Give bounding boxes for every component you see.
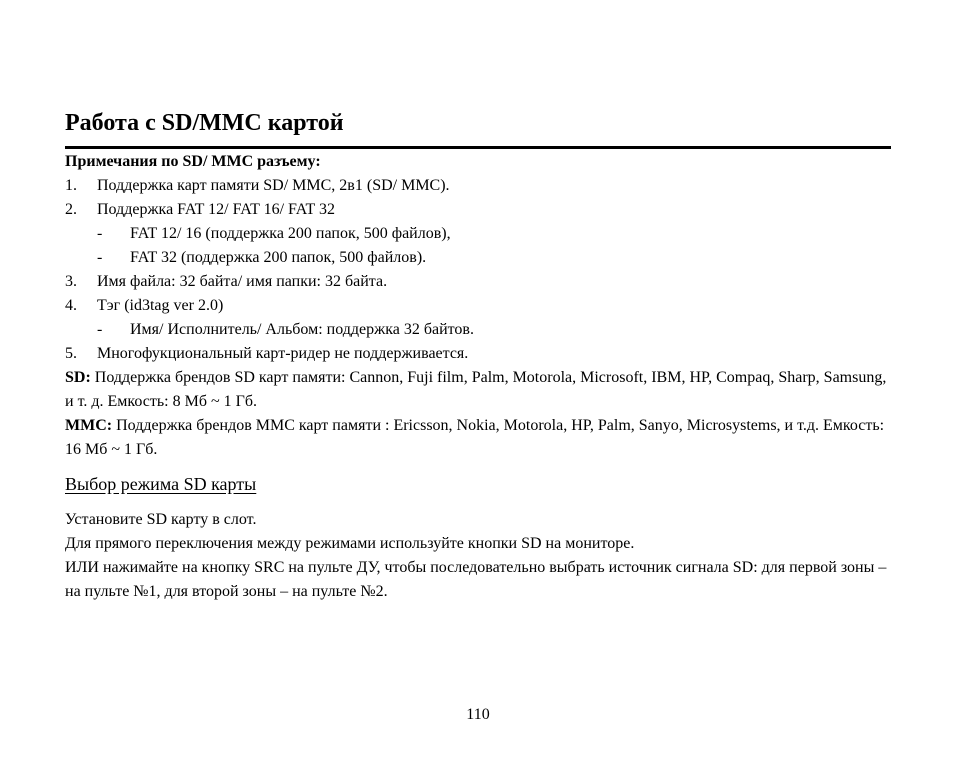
page-title: Работа с SD/MMC картой — [65, 110, 344, 136]
sd-support-paragraph — [65, 366, 891, 414]
sub-list-dash: - — [97, 321, 103, 338]
mmc-support-text: Поддержка брендов MMC карт памяти : Ericsson, Nokia, Motorola, HP, Palm, Sanyo, Microsystems, и т.д. Емкость: 16 Мб ~ 1 Гб. — [65, 417, 885, 458]
mmc-label: MMC: — [65, 417, 113, 434]
list-item-number: 3. — [65, 273, 77, 290]
title-divider — [65, 146, 891, 149]
sub-list-text: FAT 12/ 16 (поддержка 200 папок, 500 файлов), — [130, 225, 451, 242]
list-item-number: 2. — [65, 201, 77, 218]
list-item — [65, 342, 891, 366]
sub-list-text: Имя/ Исполнитель/ Альбом: поддержка 32 байтов. — [130, 321, 474, 338]
instruction-paragraph: ИЛИ нажимайте на кнопку SRC на пульте ДУ, чтобы последовательно выбрать источник сигнала SD: для первой зоны – на пульте №1, для второй зоны – на пульте №2. — [65, 559, 887, 600]
list-item-text: Имя файла: 32 байта/ имя папки: 32 байта. — [97, 273, 388, 290]
sub-list-item — [65, 318, 891, 342]
sub-list-text: FAT 32 (поддержка 200 папок, 500 файлов). — [130, 249, 427, 266]
list-item-number: 4. — [65, 297, 77, 314]
list-item — [65, 174, 891, 198]
sub-list-dash: - — [97, 225, 103, 242]
notes-heading: Примечания по SD/ MMC разъему: — [65, 153, 321, 170]
sub-list-item — [65, 246, 891, 270]
list-item — [65, 294, 891, 318]
list-item-number: 1. — [65, 177, 77, 194]
sub-list-item — [65, 222, 891, 246]
list-item-text: Многофукциональный карт-ридер не поддерживается. — [97, 345, 469, 362]
list-item — [65, 198, 891, 222]
page-number: 110 — [466, 706, 490, 723]
sub-list-dash: - — [97, 249, 103, 266]
instruction-paragraph: Установите SD карту в слот. — [65, 511, 257, 528]
list-item-number: 5. — [65, 345, 77, 362]
list-item-text: Поддержка FAT 12/ FAT 16/ FAT 32 — [97, 201, 335, 218]
list-item-text: Тэг (id3tag ver 2.0) — [97, 297, 224, 314]
content-body — [65, 150, 891, 604]
section-title: Выбор режима SD карты — [65, 474, 257, 494]
list-item — [65, 270, 891, 294]
sd-label: SD: — [65, 369, 91, 386]
sd-support-text: Поддержка брендов SD карт памяти: Cannon, Fuji film, Palm, Motorola, Microsoft, IBM, HP, Compaq, Sharp, Samsung, и т. д. Емкость: 8 Мб ~ 1 Гб. — [65, 369, 887, 410]
list-item-text: Поддержка карт памяти SD/ MMC, 2в1 (SD/ MMC). — [97, 177, 450, 194]
manual-page — [65, 0, 891, 781]
instruction-paragraph: Для прямого переключения между режимами используйте кнопки SD на мониторе. — [65, 535, 635, 552]
mmc-support-paragraph — [65, 414, 891, 462]
